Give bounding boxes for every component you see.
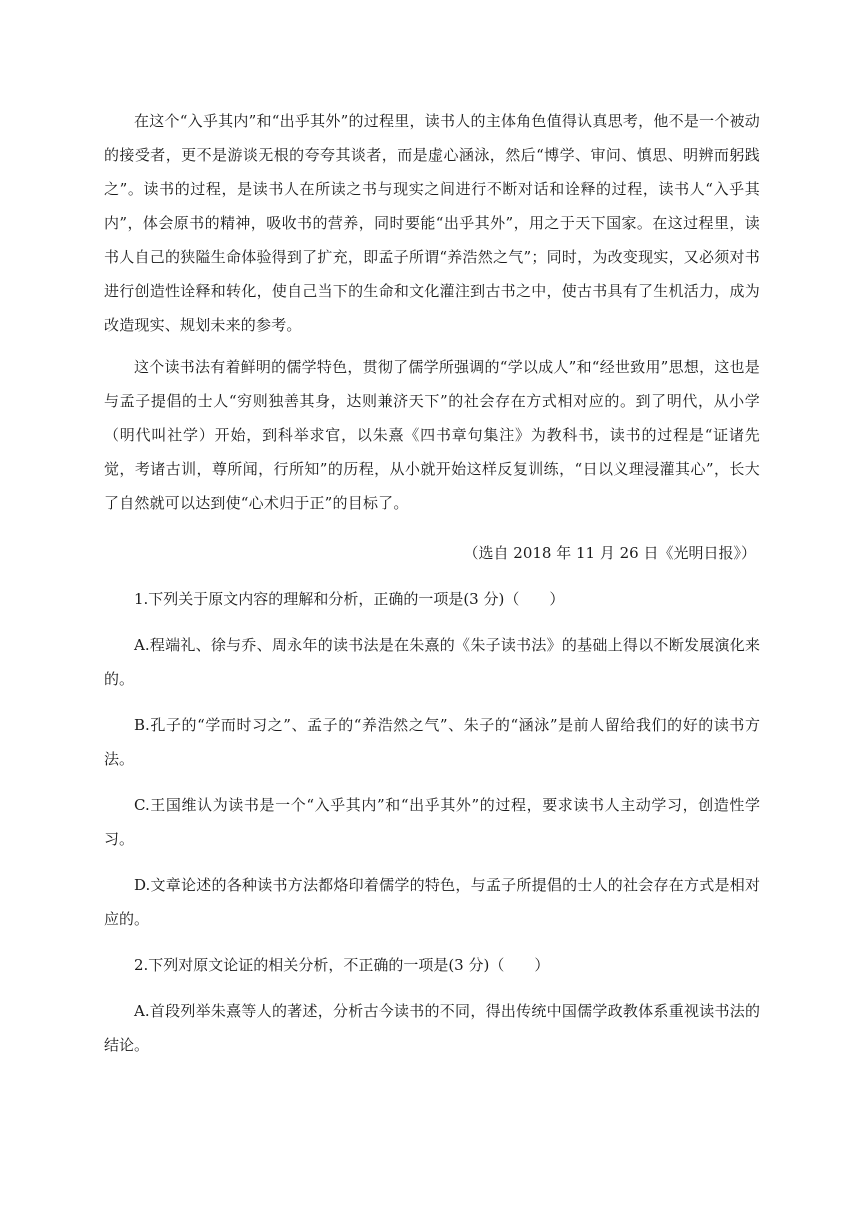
source-citation: （选自 2018 年 11 月 26 日《光明日报》） xyxy=(463,544,756,562)
body-paragraph-2: 这个读书法有着鲜明的儒学特色，贯彻了儒学所强调的“学以成人”和“经世致用”思想，这也是与孟子提倡的士人“穷则独善其身，达则兼济天下”的社会存在方式相对应的。到了明代，从小学（明代叫社学）开始，到科举求官，以朱熹《四书章句集注》为教科书，读书的过程是“证诸先觉，考诸古训，尊所闻，行所知”的历程，从小就开始这样反复训练，“日以义理浸灌其心”，长大了自然就可以达到使“心术归于正”的目标了。 xyxy=(104,358,760,512)
body-paragraph-1: 在这个“入乎其内”和“出乎其外”的过程里，读书人的主体角色值得认真思考，他不是一个被动的接受者，更不是游谈无根的夸夸其谈者，而是虚心涵泳，然后“博学、审问、慎思、明辨而躬践之”。读书的过程，是读书人在所读之书与现实之间进行不断对话和诠释的过程，读书人“入乎其内”，体会原书的精神，吸收书的营养，同时要能“出乎其外”，用之于天下国家。在这过程里，读书人自己的狭隘生命体验得到了扩充，即孟子所谓“养浩然之气”；同时，为改变现实，又必须对书进行创造性诠释和转化，使自己当下的生命和文化灌注到古书之中，使古书具有了生机活力，成为改造现实、规划未来的参考。 xyxy=(104,112,760,334)
option-c: C.王国维认为读书是一个“入乎其内”和“出乎其外”的过程，要求读书人主动学习，创造性学习。 xyxy=(104,796,760,848)
option-a: A.首段列举朱熹等人的著述，分析古今读书的不同，得出传统中国儒学政教体系重视读书法的结论。 xyxy=(104,1002,760,1054)
option-d: D.文章论述的各种读书方法都烙印着儒学的特色，与孟子所提倡的士人的社会存在方式是相对应的。 xyxy=(104,876,760,928)
option-a: A.程端礼、徐与乔、周永年的读书法是在朱熹的《朱子读书法》的基础上得以不断发展演化来的。 xyxy=(104,636,760,688)
question-1 xyxy=(104,582,760,936)
question-2 xyxy=(104,948,760,1062)
document-content xyxy=(104,104,760,1062)
question-stem: 2.下列对原文论证的相关分析，不正确的一项是(3 分)（ ） xyxy=(134,956,550,974)
question-stem: 1.下列关于原文内容的理解和分析，正确的一项是(3 分)（ ） xyxy=(134,590,565,608)
option-b: B.孔子的“学而时习之”、孟子的“养浩然之气”、朱子的“涵泳”是前人留给我们的好的读书方法。 xyxy=(104,716,760,768)
